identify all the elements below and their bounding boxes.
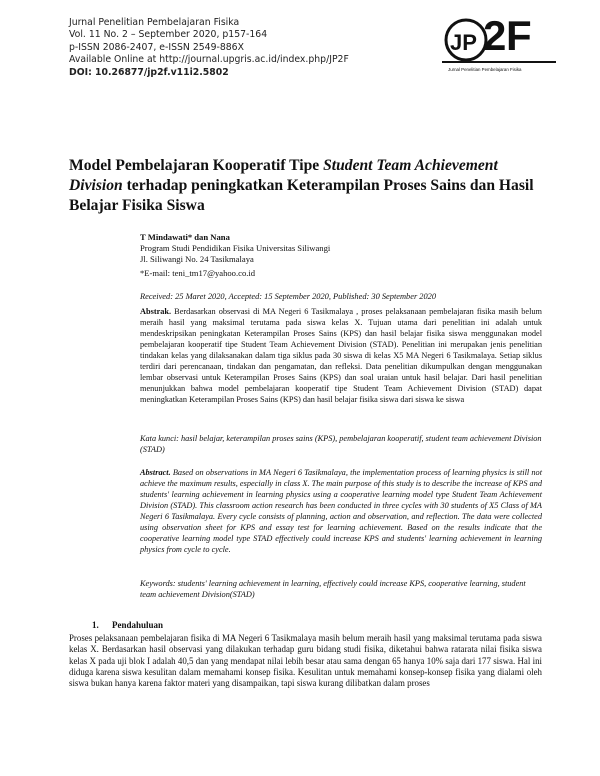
authors-block (140, 232, 542, 265)
section-number: 1. (92, 620, 99, 630)
keywords-english: Keywords: students' learning achievement in learning, effectively could increase KPS, cooperative learning, student team achievement Division(STAD) (140, 579, 526, 599)
doi[interactable]: DOI: 10.26877/jp2f.v11i2.5802 (69, 66, 229, 78)
author-email[interactable]: *E-mail: teni_tm17@yahoo.co.id (140, 268, 256, 278)
journal-volume: Vol. 11 No. 2 – September 2020, p157-164 (69, 29, 268, 41)
journal-name: Jurnal Penelitian Pembelajaran Fisika (69, 17, 240, 28)
journal-header (69, 17, 349, 79)
title-italic: Student Team Achievement Division (69, 157, 498, 194)
logo-jp: JP (450, 30, 477, 55)
logo-tagline: Jurnal Penelitian Pembelajaran Fisika (448, 67, 522, 72)
abstract-english (140, 467, 542, 555)
journal-url[interactable]: Available Online at http://journal.upgris.ac.id/index.php/JP2F (69, 54, 349, 66)
abstract-id-text: Berdasarkan observasi di MA Negeri 6 Tasikmalaya , proses pelaksanaan pembelajaran fisika masih belum meraih hasil yang maksimal terutama pada siswa kelas X. Tujuan utama dari penelitian ini adalah untuk mendeskripsikan peningkatan Keterampilan Proses Sains (KPS) dan hasil belajar fisika siswa menggunakan model pembelajaran kooperatif tipe Student Team Achievement Division (STAD). Penelitian ini merupakan jenis penelitian tindakan kelas yang dilaksanakan dalam tiga siklus pada 30 siswa di kelas X5 MA Negeri 6 Tasikmalaya. Setiap siklus terdiri dari perencanaan, tindakan dan pengamatan, dan refleksi. Data penelitian dikumpulkan dengan menggunakan lembar observasi untuk Keterampilan Proses Sains (KPS) dan soal uraian untuk hasil belajar. Dari hasil penelitian menunjukkan bahwa model pembelajaran kooperatif tipe Student Team Achievement Division (STAD) dapat meningkatkan Keterampilan Proses Sains (KPS) dan hasil belajar fisika siswa dari siswa ke siswa (140, 307, 542, 404)
author-address: Jl. Siliwangi No. 24 Tasikmalaya (140, 254, 254, 264)
jp2f-logo (442, 12, 556, 76)
title-part2: terhadap peningkatkan Keterampilan Proses Sains dan Hasil Belajar Fisika Siswa (69, 177, 534, 214)
abstract-indonesian (140, 307, 542, 406)
abstract-en-label: Abstract. (140, 468, 171, 477)
author-affiliation: Program Studi Pendidikan Fisika Universitas Siliwangi (140, 243, 331, 253)
abstract-en-text: Based on observations in MA Negeri 6 Tasikmalaya, the implementation process of learning physics is still not achieve the maximum results, especially in class X. The main purpose of this study is to describe the increase of KPS and students' learning achievement in learning physics using a cooperative learning model type Student Team Achievement Division (STAD). This classroom action research has been conducted in three cycles with 30 students of X5 Class of MA Negeri 6 Tasikmalaya. Every cycle consists of planning, action and observation, and reflection. The data were collected using observation sheet for KPS and essay test for learning achievement. Based on the results indicate that the cooperative learning model type STAD effectively could increase KPS and students' learning achievement in learning physics from cycle to cycle. (140, 468, 542, 554)
paper-title (69, 156, 539, 216)
logo-2: 2 (483, 12, 507, 59)
journal-issn: p-ISSN 2086-2407, e-ISSN 2549-886X (69, 41, 244, 53)
author-names: T Mindawati* dan Nana (140, 232, 230, 242)
section-title: Pendahuluan (112, 620, 164, 630)
section-heading (92, 620, 163, 630)
title-part1: Model Pembelajaran Kooperatif Tipe (69, 157, 324, 174)
logo-f: F (506, 12, 532, 59)
intro-paragraph: Proses pelaksanaan pembelajaran fisika di MA Negeri 6 Tasikmalaya masih belum meraih hasil yang maksimal terutama pada siswa kelas X. Berdasarkan hasil observasi yang dilakukan terhadap guru bidang studi fisika, diketahui bahwa ratarata nilai fisika siswa kelas X pada uji blok I adalah 40,5 dan yang mendapat nilai lebih besar atau sama dengan 65 hanya 10% saja dari 177 siswa. Hal ini diduga karena siswa kesulitan dalam memahami konsep fisika. Kesulitan untuk memahami konsep-konsep fisika yang dialami oleh siswa bukan hanya karena faktor materi yang disampaikan, tapi siswa kurang dilibatkan dalam proses (69, 633, 542, 689)
abstract-id-label: Abstrak. (140, 307, 172, 316)
publication-dates: Received: 25 Maret 2020, Accepted: 15 September 2020, Published: 30 September 2020 (140, 292, 437, 301)
keywords-indonesian: Kata kunci: hasil belajar, keterampilan proses sains (KPS), pembelajaran kooperatif, student team achievement Division (STAD) (140, 434, 542, 454)
